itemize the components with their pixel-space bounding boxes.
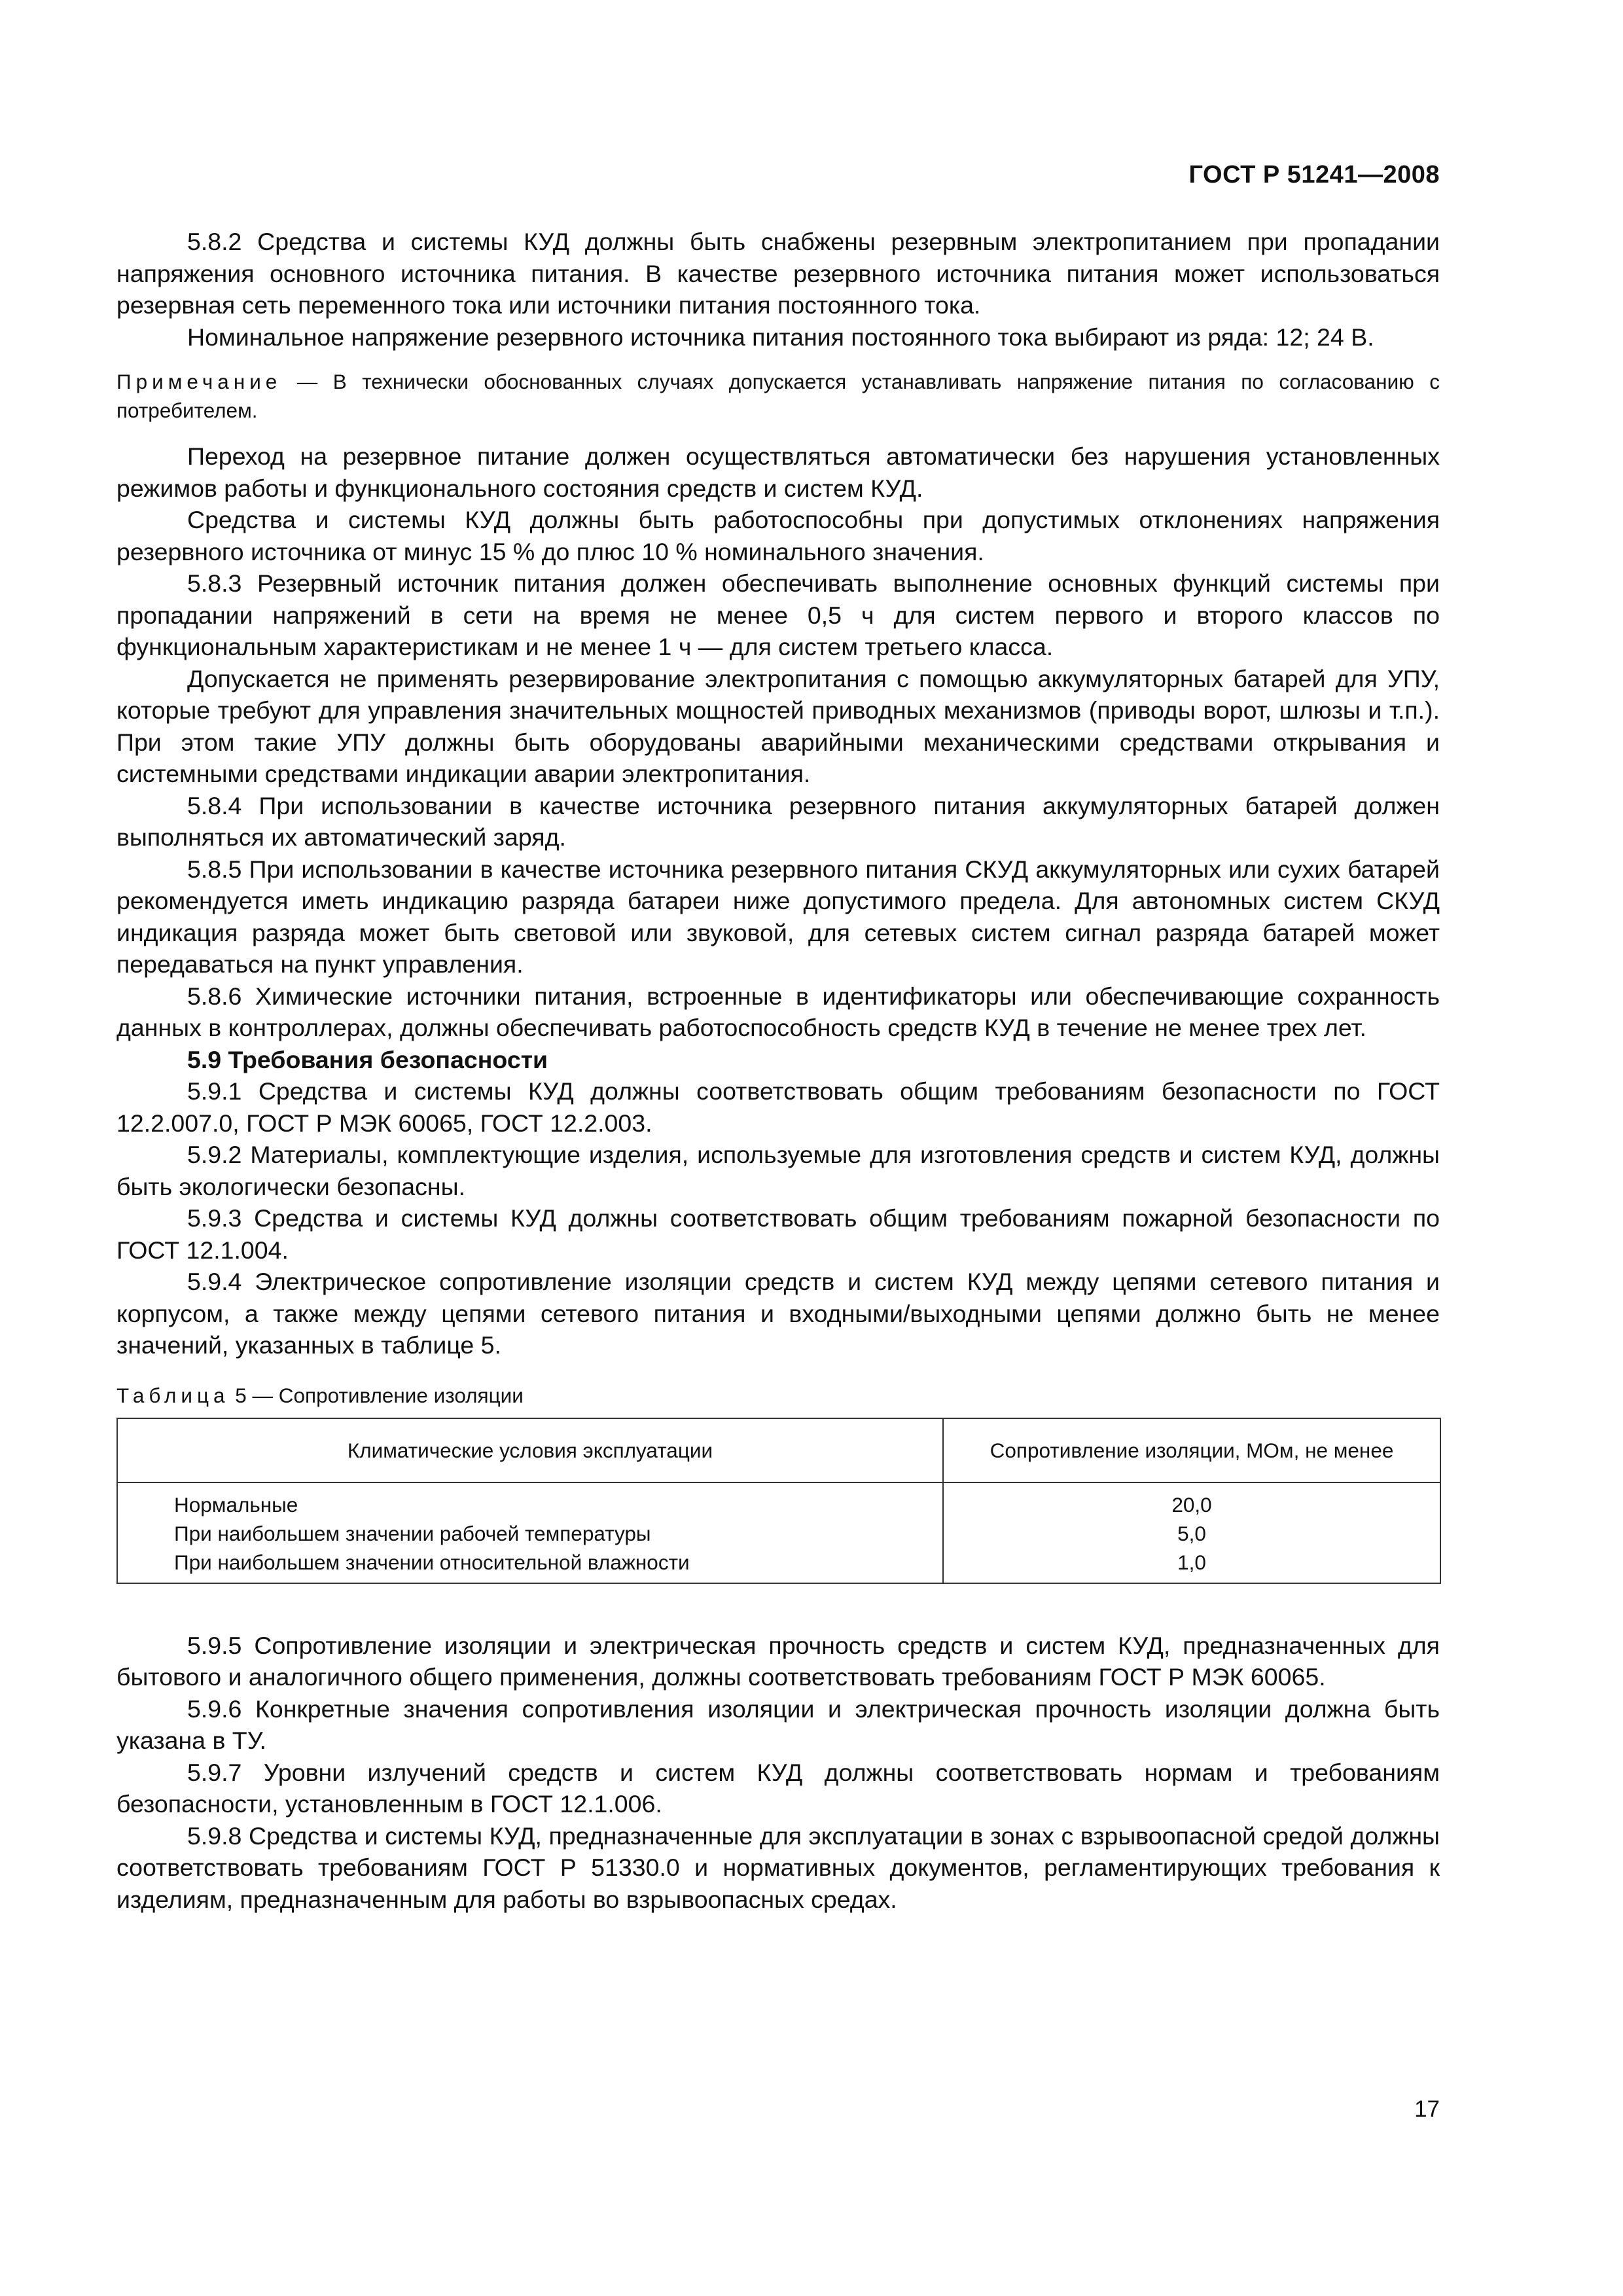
table-header-resistance: Сопротивление изоляции, МОм, не менее [943, 1418, 1440, 1482]
table-cell-value: 20,0 [943, 1482, 1440, 1519]
table-cell-condition: При наибольшем значении относительной влажности [117, 1548, 943, 1583]
paragraph-5-8-4: 5.8.4 При использовании в качестве источника резервного питания аккумуляторных батарей должен выполняться их автоматический заряд. [116, 791, 1440, 851]
document-page [116, 0, 1440, 2296]
paragraph-5-9-5: 5.9.5 Сопротивление изоляции и электрическая прочность средств и систем КУД, предназначенных для бытового и аналогичного общего применения, должны соответствовать требованиям ГОСТ Р МЭК 60065. [116, 1631, 1440, 1691]
after-table-section [116, 1630, 1440, 1916]
table-header-row [117, 1418, 1440, 1482]
section-heading: 5.9 Требования безопасности [187, 1045, 548, 1073]
paragraph-5-8-6: 5.8.6 Химические источники питания, встроенные в идентификаторы или обеспечивающие сохранность данных в контроллерах, должны обеспечивать работоспособность средств КУД в течение не менее трех лет. [116, 982, 1440, 1041]
table-header-conditions: Климатические условия эксплуатации [117, 1418, 943, 1482]
paragraph-5-8-5: 5.8.5 При использовании в качестве источника резервного питания СКУД аккумуляторных или сухих батарей рекомендуется иметь индикацию разряда батареи ниже допустимого предела. Для автономных систем СКУД индикация разряда может быть световой или звуковой, для сетевых систем сигнал разряда батарей может передаваться на пункт управления. [116, 855, 1440, 978]
table-cell-condition: Нормальные [117, 1482, 943, 1519]
table-caption [116, 1381, 1440, 1410]
paragraph-5-9-8: 5.9.8 Средства и системы КУД, предназначенные для эксплуатации в зонах с взрывоопасной средой должны соответствовать требованиям ГОСТ Р 51330.0 и нормативных документов, регламентирующих требования к изделиям, предназначенным для работы во взрывоопасных средах. [116, 1821, 1440, 1913]
paragraph-battery-exemption: Допускается не применять резервирование электропитания с помощью аккумуляторных батарей для УПУ, которые требуют для управления значительных мощностей приводных механизмов (приводы ворот, шлюзы и т.п.). При этом такие УПУ должны быть оборудованы аварийными механическими средствами открывания и системными средствами индикации аварии электропитания. [116, 664, 1440, 787]
paragraph-5-9-3: 5.9.3 Средства и системы КУД должны соответствовать общим требованиям пожарной безопасности по ГОСТ 12.1.004. [116, 1204, 1440, 1264]
table-cell-condition: При наибольшем значении рабочей температуры [117, 1519, 943, 1548]
document-id: ГОСТ Р 51241—2008 [1188, 161, 1440, 188]
paragraph-5-9-4: 5.9.4 Электрическое сопротивление изоляции средств и систем КУД между цепями сетевого питания и корпусом, а также между цепями сетевого питания и входными/выходными цепями должно быть не менее значений, указанных в таблице 5. [116, 1268, 1440, 1359]
paragraph-5-9-1: 5.9.1 Средства и системы КУД должны соответствовать общим требованиям безопасности по ГОСТ 12.2.007.0, ГОСТ Р МЭК 60065, ГОСТ 12.2.003. [116, 1077, 1440, 1137]
page-number: 17 [1414, 2096, 1440, 2122]
paragraph-nominal-voltage: Номинальное напряжение резервного источника питания постоянного тока выбирают из ряда: 12; 24 В. [187, 323, 1374, 351]
paragraph-transition: Переход на резервное питание должен осуществляться автоматически без нарушения установленных режимов работы и функционального состояния средств и систем КУД. [116, 442, 1440, 502]
table-row [117, 1519, 1440, 1548]
table-caption-label: Таблица [116, 1383, 230, 1407]
paragraph-5-9-6: 5.9.6 Конкретные значения сопротивления изоляции и электрическая прочность изоляции должна быть указана в ТУ. [116, 1695, 1440, 1754]
table-cell-value: 1,0 [943, 1548, 1440, 1583]
paragraph-5-9-2: 5.9.2 Материалы, комплектующие изделия, используемые для изготовления средств и систем КУД, должны быть экологически безопасны. [116, 1141, 1440, 1200]
note-text: — В технически обоснованных случаях допускается устанавливать напряжение питания по согласованию с потребителем. [116, 370, 1440, 422]
paragraph-voltage-deviation: Средства и системы КУД должны быть работоспособны при допустимых отклонениях напряжения резервного источника от минус 15 % до плюс 10 % номинального значения. [116, 506, 1440, 565]
paragraph-5-9-7: 5.9.7 Уровни излучений средств и систем КУД должны соответствовать нормам и требованиям безопасности, установленным в ГОСТ 12.1.006. [116, 1758, 1440, 1818]
table-row [117, 1548, 1440, 1583]
table-cell-value: 5,0 [943, 1519, 1440, 1548]
note [116, 367, 1440, 425]
paragraph-5-8-3: 5.8.3 Резервный источник питания должен обеспечивать выполнение основных функций системы при пропадании напряжений в сети на время не менее 0,5 ч для систем первого и второго классов по функциональным характеристикам и не менее 1 ч — для систем третьего класса. [116, 569, 1440, 660]
table-row [117, 1482, 1440, 1519]
insulation-resistance-table [116, 1418, 1441, 1584]
document-body [116, 226, 1440, 1915]
paragraph-5-8-2: 5.8.2 Средства и системы КУД должны быть снабжены резервным электропитанием при пропадании напряжения основного источника питания. В качестве резервного источника питания может использоваться резервная сеть переменного тока или источники питания постоянного тока. [116, 228, 1440, 319]
table-caption-title: 5 — Сопротивление изоляции [229, 1383, 524, 1407]
note-label: Примечание [116, 370, 282, 393]
